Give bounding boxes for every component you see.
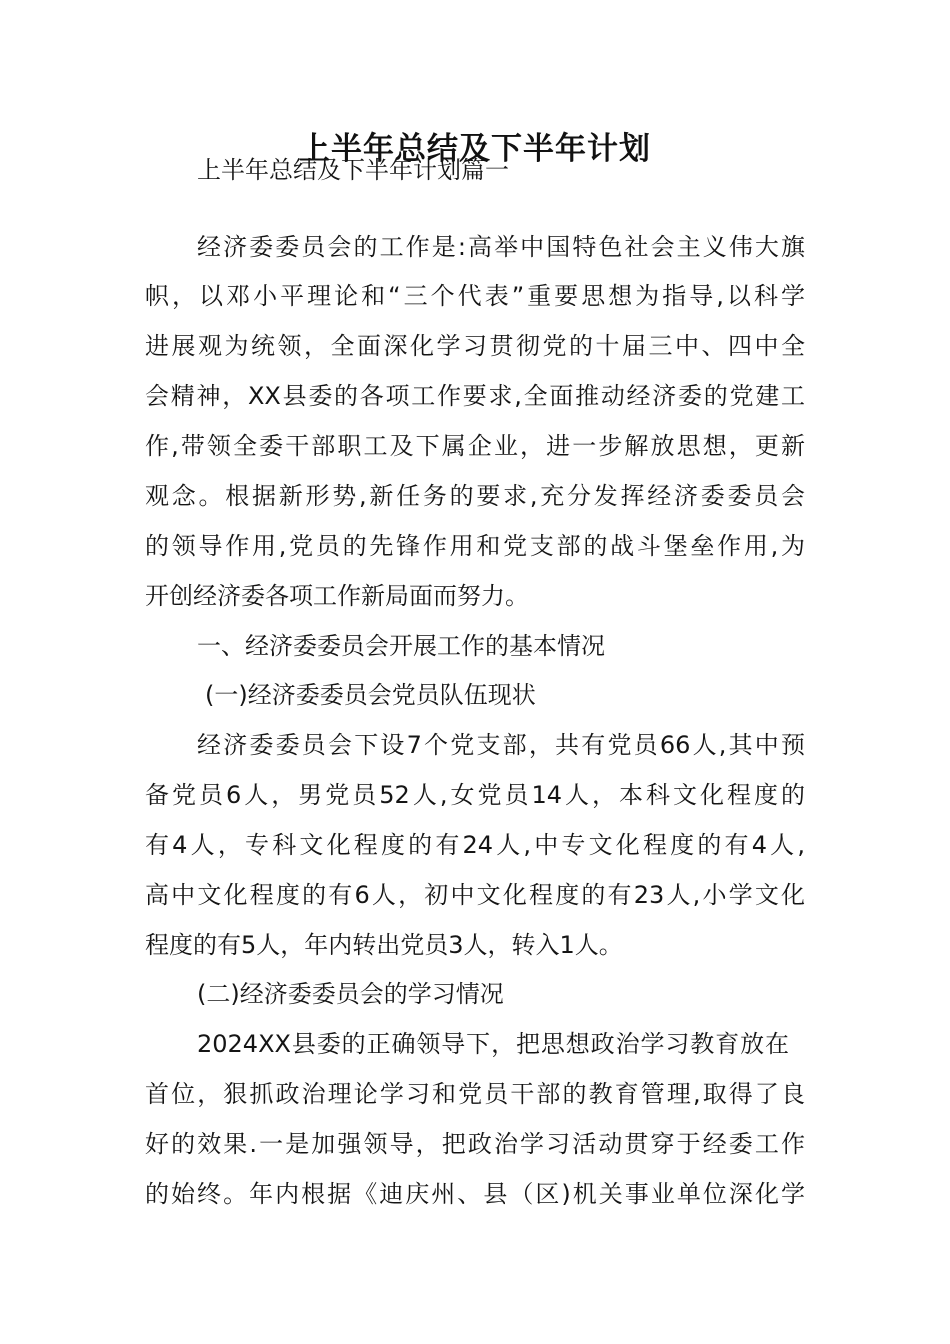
- paragraph-line: 2024XX县委的正确领导下，把思想政治学习教育放在: [197, 1030, 789, 1058]
- paragraph-line: 进展观为统领，全面深化学习贯彻党的十届三中、四中全: [145, 332, 805, 360]
- paragraph-line: 的始终。年内根据《迪庆州、县（区)机关事业单位深化学: [145, 1180, 805, 1208]
- subsection-heading-member-status: (一)经济委委员会党员队伍现状: [205, 681, 536, 709]
- paragraph-line: 观念。根据新形势,新任务的要求,充分发挥经济委委员会: [145, 482, 805, 510]
- paragraph-line: 好的效果.一是加强领导，把政治学习活动贯穿于经委工作: [145, 1130, 805, 1158]
- paragraph-line: 会精神，XX县委的各项工作要求,全面推动经济委的党建工: [145, 382, 805, 410]
- paragraph-line: 帜，以邓小平理论和“三个代表”重要思想为指导,以科学: [145, 282, 805, 310]
- paragraph-line: 首位，狠抓政治理论学习和党员干部的教育管理,取得了良: [145, 1080, 805, 1108]
- paragraph-line: 高中文化程度的有6人，初中文化程度的有23人,小学文化: [145, 881, 805, 909]
- section-heading-basic-situation: 一、经济委委员会开展工作的基本情况: [197, 632, 605, 660]
- section-heading-part-one: 上半年总结及下半年计划篇一: [197, 156, 509, 184]
- paragraph-line: 开创经济委各项工作新局面而努力。: [145, 582, 529, 610]
- paragraph-line: 有4人，专科文化程度的有24人,中专文化程度的有4人,: [145, 831, 805, 859]
- paragraph-line: 备党员6人，男党员52人,女党员14人，本科文化程度的: [145, 781, 805, 809]
- paragraph-line: 的领导作用,党员的先锋作用和党支部的战斗堡垒作用,为: [145, 532, 805, 560]
- document-title: 上半年总结及下半年计划: [299, 131, 651, 167]
- subsection-heading-study-situation: (二)经济委委员会的学习情况: [197, 980, 504, 1008]
- paragraph-line: 经济委委员会的工作是:高举中国特色社会主义伟大旗: [197, 233, 805, 261]
- paragraph-line: 程度的有5人，年内转出党员3人，转入1人。: [145, 931, 623, 959]
- paragraph-line: 经济委委员会下设7个党支部，共有党员66人,其中预: [197, 731, 805, 759]
- paragraph-line: 作,带领全委干部职工及下属企业，进一步解放思想，更新: [145, 432, 805, 460]
